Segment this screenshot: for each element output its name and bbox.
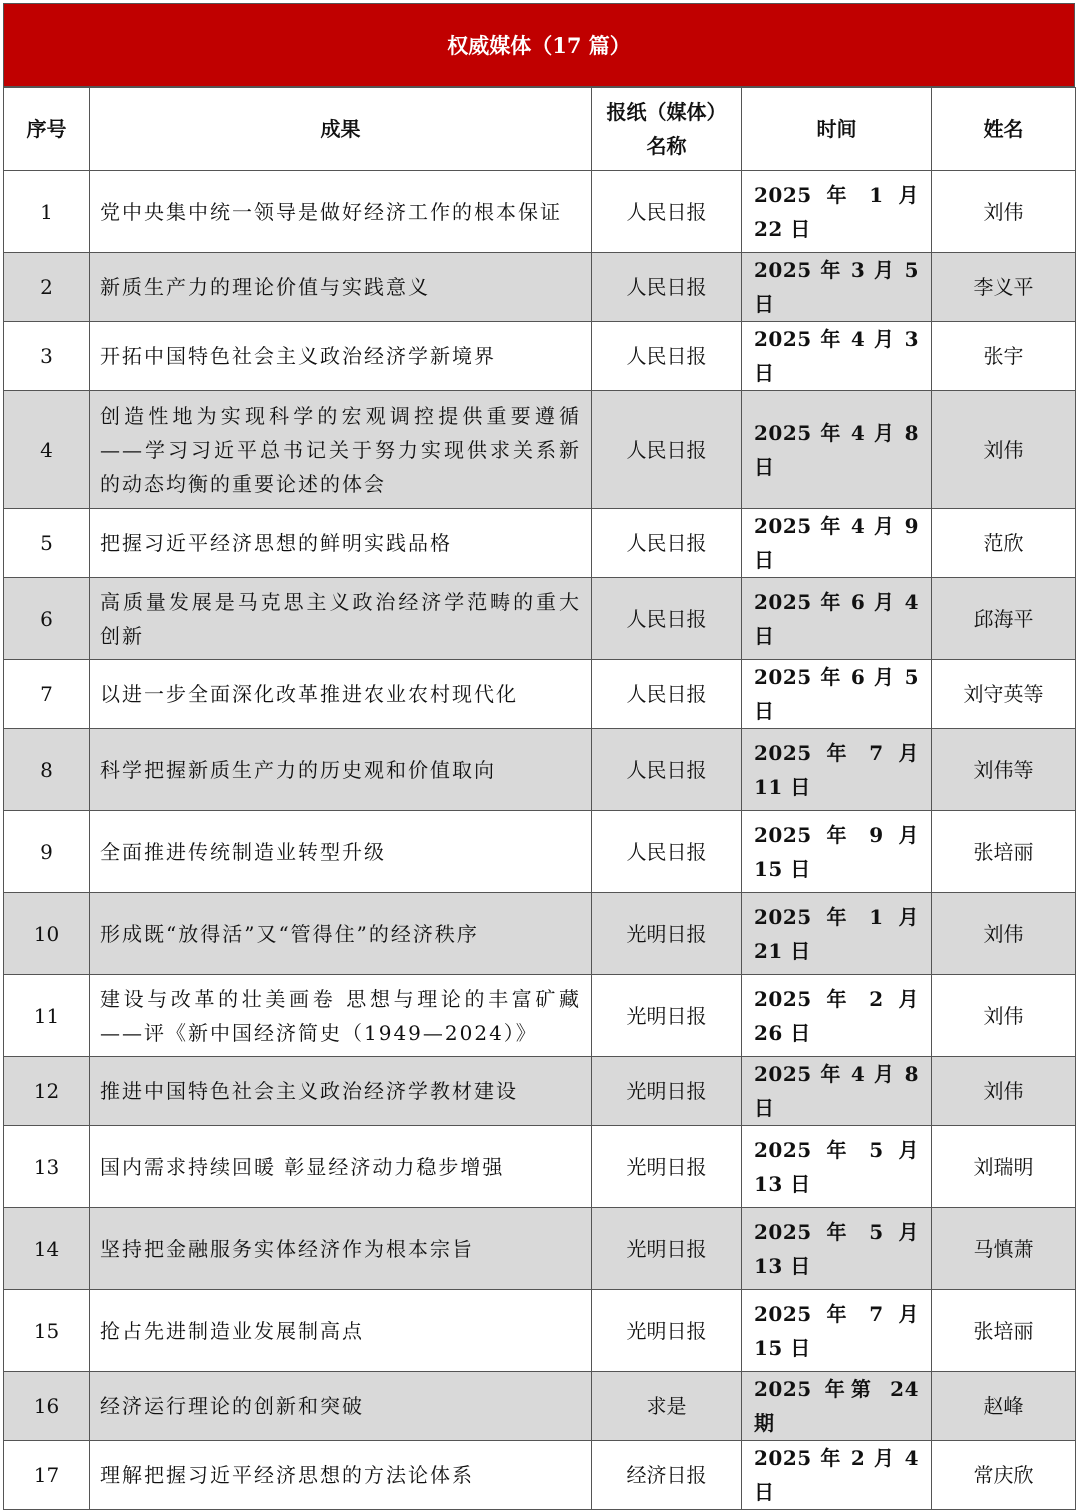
- cell-name: 刘伟: [932, 975, 1076, 1057]
- table-row: [4, 660, 1076, 729]
- cell-date: 2025 年 9 月 15 日: [742, 811, 932, 893]
- cell-media: 人民日报: [592, 171, 742, 253]
- cell-media: 人民日报: [592, 729, 742, 811]
- cell-name: 张培丽: [932, 1290, 1076, 1372]
- table-row: [4, 509, 1076, 578]
- cell-name: 刘瑞明: [932, 1126, 1076, 1208]
- cell-media: 人民日报: [592, 509, 742, 578]
- cell-title: 国内需求持续回暖 彰显经济动力稳步增强: [90, 1126, 592, 1208]
- cell-media: 经济日报: [592, 1441, 742, 1510]
- cell-name: 刘伟: [932, 171, 1076, 253]
- cell-date: 2025 年 6 月 5 日: [742, 660, 932, 729]
- cell-name: 张宇: [932, 322, 1076, 391]
- cell-name: 赵峰: [932, 1372, 1076, 1441]
- cell-media: 人民日报: [592, 578, 742, 660]
- cell-title: 全面推进传统制造业转型升级: [90, 811, 592, 893]
- cell-date: 2025 年 6 月 4 日: [742, 578, 932, 660]
- cell-media: 光明日报: [592, 1057, 742, 1126]
- cell-no: 7: [4, 660, 90, 729]
- achievements-document: [3, 3, 1075, 1510]
- table-row: [4, 729, 1076, 811]
- cell-no: 13: [4, 1126, 90, 1208]
- table-row: [4, 1126, 1076, 1208]
- cell-date: 2025 年 4 月 8 日: [742, 1057, 932, 1126]
- cell-media: 光明日报: [592, 975, 742, 1057]
- cell-date: 2025 年 3 月 5 日: [742, 253, 932, 322]
- table-header-row: [4, 88, 1076, 171]
- table-row: [4, 1441, 1076, 1510]
- cell-name: 张培丽: [932, 811, 1076, 893]
- cell-no: 16: [4, 1372, 90, 1441]
- cell-no: 10: [4, 893, 90, 975]
- table-row: [4, 322, 1076, 391]
- table-row: [4, 578, 1076, 660]
- header-name: 姓名: [932, 88, 1076, 171]
- cell-title: 开拓中国特色社会主义政治经济学新境界: [90, 322, 592, 391]
- table-row: [4, 1290, 1076, 1372]
- cell-name: 刘守英等: [932, 660, 1076, 729]
- cell-name: 范欣: [932, 509, 1076, 578]
- cell-name: 李义平: [932, 253, 1076, 322]
- cell-media: 人民日报: [592, 660, 742, 729]
- cell-name: 刘伟等: [932, 729, 1076, 811]
- header-date: 时间: [742, 88, 932, 171]
- cell-media: 人民日报: [592, 322, 742, 391]
- table-row: [4, 171, 1076, 253]
- cell-date: 2025 年 1 月 22 日: [742, 171, 932, 253]
- cell-name: 刘伟: [932, 1057, 1076, 1126]
- cell-name: 邱海平: [932, 578, 1076, 660]
- cell-no: 4: [4, 391, 90, 509]
- cell-no: 14: [4, 1208, 90, 1290]
- cell-title: 理解把握习近平经济思想的方法论体系: [90, 1441, 592, 1510]
- cell-date: 2025 年 4 月 3 日: [742, 322, 932, 391]
- section-title: 权威媒体（17 篇）: [3, 3, 1075, 87]
- cell-date: 2025 年 7 月 11 日: [742, 729, 932, 811]
- cell-no: 12: [4, 1057, 90, 1126]
- cell-no: 3: [4, 322, 90, 391]
- table-row: [4, 893, 1076, 975]
- table-row: [4, 391, 1076, 509]
- cell-no: 11: [4, 975, 90, 1057]
- cell-title: 把握习近平经济思想的鲜明实践品格: [90, 509, 592, 578]
- cell-title: 高质量发展是马克思主义政治经济学范畴的重大创新: [90, 578, 592, 660]
- cell-title: 抢占先进制造业发展制高点: [90, 1290, 592, 1372]
- table-row: [4, 253, 1076, 322]
- table-row: [4, 1208, 1076, 1290]
- cell-media: 人民日报: [592, 811, 742, 893]
- cell-date: 2025 年 4 月 8 日: [742, 391, 932, 509]
- achievements-table: [3, 87, 1076, 1510]
- cell-title: 经济运行理论的创新和突破: [90, 1372, 592, 1441]
- cell-media: 人民日报: [592, 391, 742, 509]
- table-row: [4, 1057, 1076, 1126]
- cell-date: 2025 年 2 月 26 日: [742, 975, 932, 1057]
- table-row: [4, 975, 1076, 1057]
- cell-date: 2025 年 5 月 13 日: [742, 1126, 932, 1208]
- cell-date: 2025 年 4 月 9 日: [742, 509, 932, 578]
- cell-date: 2025 年 1 月 21 日: [742, 893, 932, 975]
- cell-no: 8: [4, 729, 90, 811]
- cell-name: 常庆欣: [932, 1441, 1076, 1510]
- cell-no: 1: [4, 171, 90, 253]
- cell-title: 推进中国特色社会主义政治经济学教材建设: [90, 1057, 592, 1126]
- cell-title: 坚持把金融服务实体经济作为根本宗旨: [90, 1208, 592, 1290]
- cell-title: 建设与改革的壮美画卷 思想与理论的丰富矿藏——评《新中国经济简史（1949—2024）》: [90, 975, 592, 1057]
- cell-no: 15: [4, 1290, 90, 1372]
- cell-title: 新质生产力的理论价值与实践意义: [90, 253, 592, 322]
- cell-media: 求是: [592, 1372, 742, 1441]
- cell-date: 2025 年 5 月 13 日: [742, 1208, 932, 1290]
- header-no: 序号: [4, 88, 90, 171]
- header-media: 报纸（媒体）名称: [592, 88, 742, 171]
- cell-title: 形成既“放得活”又“管得住”的经济秩序: [90, 893, 592, 975]
- header-title: 成果: [90, 88, 592, 171]
- cell-date: 2025 年 2 月 4 日: [742, 1441, 932, 1510]
- cell-name: 马慎萧: [932, 1208, 1076, 1290]
- cell-no: 9: [4, 811, 90, 893]
- cell-media: 光明日报: [592, 1290, 742, 1372]
- cell-media: 光明日报: [592, 893, 742, 975]
- cell-media: 光明日报: [592, 1126, 742, 1208]
- table-row: [4, 811, 1076, 893]
- cell-name: 刘伟: [932, 893, 1076, 975]
- table-row: [4, 1372, 1076, 1441]
- cell-title: 党中央集中统一领导是做好经济工作的根本保证: [90, 171, 592, 253]
- cell-no: 6: [4, 578, 90, 660]
- cell-date: 2025 年第 24 期: [742, 1372, 932, 1441]
- cell-date: 2025 年 7 月 15 日: [742, 1290, 932, 1372]
- cell-no: 2: [4, 253, 90, 322]
- cell-no: 5: [4, 509, 90, 578]
- cell-name: 刘伟: [932, 391, 1076, 509]
- cell-title: 科学把握新质生产力的历史观和价值取向: [90, 729, 592, 811]
- cell-media: 人民日报: [592, 253, 742, 322]
- cell-media: 光明日报: [592, 1208, 742, 1290]
- cell-title: 以进一步全面深化改革推进农业农村现代化: [90, 660, 592, 729]
- cell-no: 17: [4, 1441, 90, 1510]
- cell-title: 创造性地为实现科学的宏观调控提供重要遵循——学习习近平总书记关于努力实现供求关系新的动态均衡的重要论述的体会: [90, 391, 592, 509]
